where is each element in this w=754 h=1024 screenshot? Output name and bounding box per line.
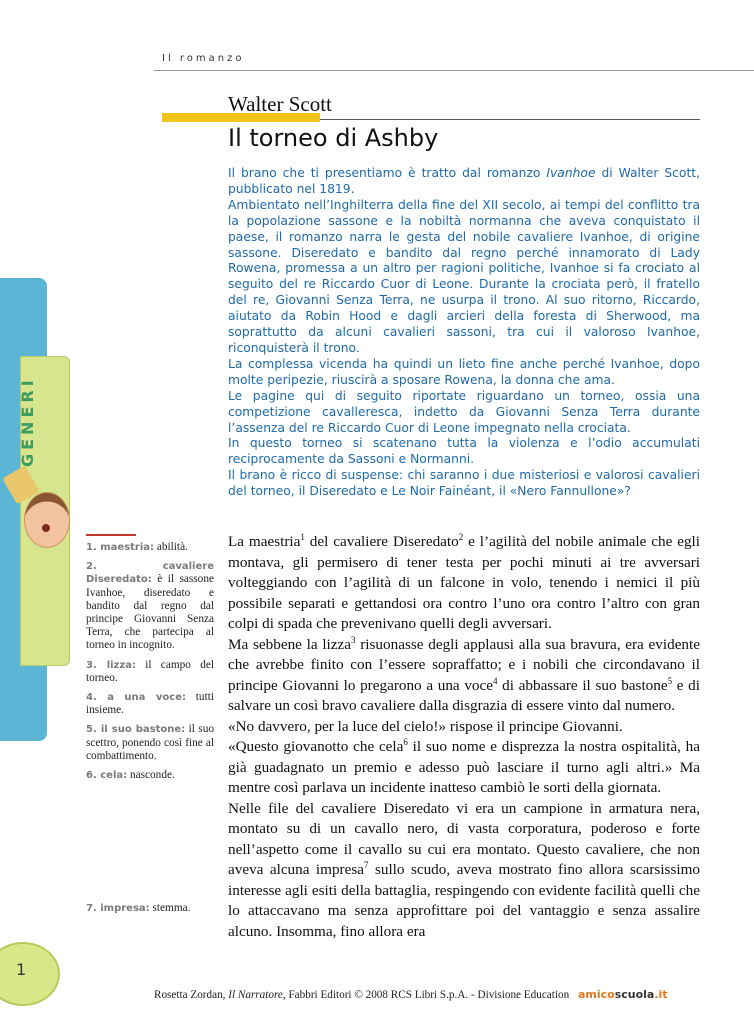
header-rule bbox=[154, 70, 754, 71]
body-text-run: Nelle file del cavaliere Diseredato vi era un campione in armatura nera, montato su di un cavallo nero, di vasta corporatura, poderoso e forte nell’aspetto come il cavallo su cui era montato. Questo cavaliere, che non aveva alcuna impresa bbox=[228, 799, 700, 878]
intro-book-title: Ivanhoe bbox=[546, 166, 596, 180]
footnote-text: nasconde. bbox=[127, 769, 175, 782]
body-paragraph bbox=[228, 717, 700, 738]
intro-paragraph bbox=[228, 436, 700, 468]
footnotes bbox=[86, 541, 214, 788]
footnote-marker: 3 bbox=[351, 634, 356, 645]
footnote-marker: 1 bbox=[300, 531, 305, 542]
body-text bbox=[228, 532, 700, 942]
child-illustration bbox=[24, 492, 70, 548]
footnote-marker: 2 bbox=[458, 531, 464, 542]
footnote-text: è il sassone Ivanhoe, diseredato e bandito dal regno dal principe Giovanni Senza Terra, che partecipa al torneo in incognito. bbox=[86, 573, 214, 652]
footnote bbox=[86, 691, 214, 717]
intro-paragraph bbox=[228, 198, 700, 357]
intro-text-run: Il brano che ti presentiamo è tratto dal romanzo bbox=[228, 166, 547, 180]
body-paragraph bbox=[228, 737, 700, 799]
notes-rule bbox=[86, 534, 136, 536]
footnote-text: il suo scettro, ponendo così fine al combattimento. bbox=[86, 723, 214, 762]
body-text-run: del cavaliere Diseredato bbox=[304, 533, 459, 550]
intro-text-run: Il brano è ricco di suspense: chi saranno i due misteriosi e valorosi cavalieri del torneo, il Diseredato e Le Noir Fainéant, il «Nero Fannullone»? bbox=[228, 468, 700, 499]
footnote-term: 2. cavaliere Diseredato: bbox=[86, 561, 214, 586]
footer-credit-post: , Fabbri Editori © 2008 RCS Libri S.p.A. - Divisione Education bbox=[282, 989, 570, 1001]
intro-text-run: Le pagine qui di seguito riportate riguardano un torneo, ossia una competizione cavalleresca, indetto da Giovanni Senza Terra durante l’assenza del re Riccardo Cuor di Leone impegnato nella crociata. bbox=[228, 388, 700, 435]
footer-credit-pre: Rosetta Zordan, bbox=[154, 989, 229, 1001]
footnote bbox=[86, 769, 214, 782]
footnote-marker: 6 bbox=[403, 736, 408, 747]
intro-text-run: Ambientato nell’Inghilterra della fine del XII secolo, ai tempi del conflitto tra la popolazione sassone e la nobiltà normanna che aveva conquistato il paese, il romanzo narra le gesta del nobile cavaliere Ivanhoe, di origine sassone. Diseredato e bandito dal regno perché innamorato di Lady Rowena, promessa a un altro per ragioni politiche, Ivanhoe si fa crociato al seguito del re Riccardo Cuor di Leone. Durante la crociata però, il fratello del re, Giovanni Senza Terra, ne usurpa il trono. Al suo ritorno, Riccardo, aiutato da Robin Hood e dagli arcieri della foresta di Sherwood, ma soprattutto da alcuni cavalieri sassoni, tra cui il valoroso Ivanhoe, riconquisterà il trono. bbox=[228, 197, 700, 355]
body-paragraph bbox=[228, 799, 700, 943]
body-text-run: di abbassare il suo bastone bbox=[497, 676, 668, 694]
publisher-logo[interactable]: amicoscuola.it bbox=[577, 988, 668, 1001]
intro-text-run: La complessa vicenda ha quindi un lieto fine anche perché Ivanhoe, dopo molte peripezie, riuscirà a sposare Rowena, la donna che ama. bbox=[228, 356, 700, 387]
body-paragraph bbox=[228, 532, 700, 635]
footnote-term: 4. a una voce: bbox=[86, 692, 186, 704]
intro-paragraph bbox=[228, 389, 700, 437]
body-text-run: e di salvare un così bravo cavaliere dalla disgrazia di essere vinto dal numero. bbox=[228, 676, 700, 714]
intro-paragraph bbox=[228, 166, 700, 198]
child-mouth bbox=[42, 524, 50, 532]
intro-text bbox=[228, 166, 700, 500]
footnote-term: 7. impresa: bbox=[86, 903, 150, 914]
intro-text-run: di Walter Scott, pubblicato nel 1819. bbox=[228, 166, 701, 196]
intro-paragraph bbox=[228, 357, 700, 389]
body-text-run: «Questo giovanotto che cela bbox=[228, 738, 404, 755]
body-text-run: sullo scudo, aveva mostrato fino allora scarsissimo interesse agli esiti della battaglia, respingendo con evidente facilità quelli che lo attaccavano ma senza approfittare poi del vantaggio e senza assalire alcuno. Insomma, fino allora era bbox=[228, 861, 701, 940]
intro-paragraph bbox=[228, 468, 700, 500]
running-head: Il romanzo bbox=[162, 53, 245, 64]
footer-book-title: Il Narratore bbox=[228, 989, 283, 1001]
body-text-run: risuonasse degli applausi alla sua bravura, era evidente che avrebbe finito con l’essere sopraffatto; e i nobili che circondavano il principe Giovanni lo pregarono a una voce bbox=[228, 635, 700, 694]
body-paragraph bbox=[228, 635, 700, 717]
body-text-run: il suo nome e disprezza la nostra ospitalità, ha già guadagnato un premio e adesso può lasciare il turno agli altri.» Ma mentre così parlava un incidente inatteso cambiò le sorti della giornata. bbox=[228, 738, 700, 796]
footnote bbox=[86, 541, 214, 554]
author-name: Walter Scott bbox=[228, 92, 332, 116]
footnote-text: tutti insieme. bbox=[86, 691, 214, 717]
footnote-text: il campo del torneo. bbox=[86, 658, 214, 684]
title-rule bbox=[320, 119, 700, 120]
page-number-badge bbox=[0, 942, 60, 1006]
footnote bbox=[86, 560, 214, 652]
footnote-marker: 7 bbox=[364, 859, 369, 870]
footnote-term: 6. cela: bbox=[86, 770, 128, 782]
body-text-run: La maestria bbox=[228, 533, 301, 550]
page-number: 1 bbox=[16, 960, 27, 979]
footnote-term: 3. lizza: bbox=[86, 659, 136, 671]
footnote-7 bbox=[86, 902, 214, 921]
footnote bbox=[86, 659, 214, 685]
footnote-term: 1. maestria: bbox=[86, 542, 155, 553]
footnote bbox=[86, 723, 214, 763]
page-title: Il torneo di Ashby bbox=[228, 124, 439, 152]
footnote-term: 5. il suo bastone: bbox=[86, 724, 186, 736]
body-text-run: e l’agilità del nobile animale che egli montava, gli permisero di tener testa per pochi minuti ai tre avversari volteggiando con l’agilità di un falcone in volo, tenendo i nemici il più possibile separati e gettandosi ora contro l’uno ora contro l’altro con gran colpi di spada che prevenivano quelli degli avversari. bbox=[228, 533, 700, 632]
footnote-text: stemma. bbox=[149, 902, 191, 914]
footer bbox=[154, 988, 714, 1001]
body-text-run: Ma sebbene la lizza bbox=[228, 635, 351, 653]
body-text-run: «No davvero, per la luce del cielo!» rispose il principe Giovanni. bbox=[228, 717, 623, 735]
genre-tab-label: GENERI bbox=[18, 376, 37, 468]
intro-text-run: In questo torneo si scatenano tutta la violenza e l’odio accumulati reciprocamente da Sassoni e Normanni. bbox=[228, 436, 700, 467]
footnote-text: abilità. bbox=[154, 541, 188, 553]
footnote-marker: 4 bbox=[493, 675, 498, 686]
footnote-marker: 5 bbox=[667, 675, 673, 686]
